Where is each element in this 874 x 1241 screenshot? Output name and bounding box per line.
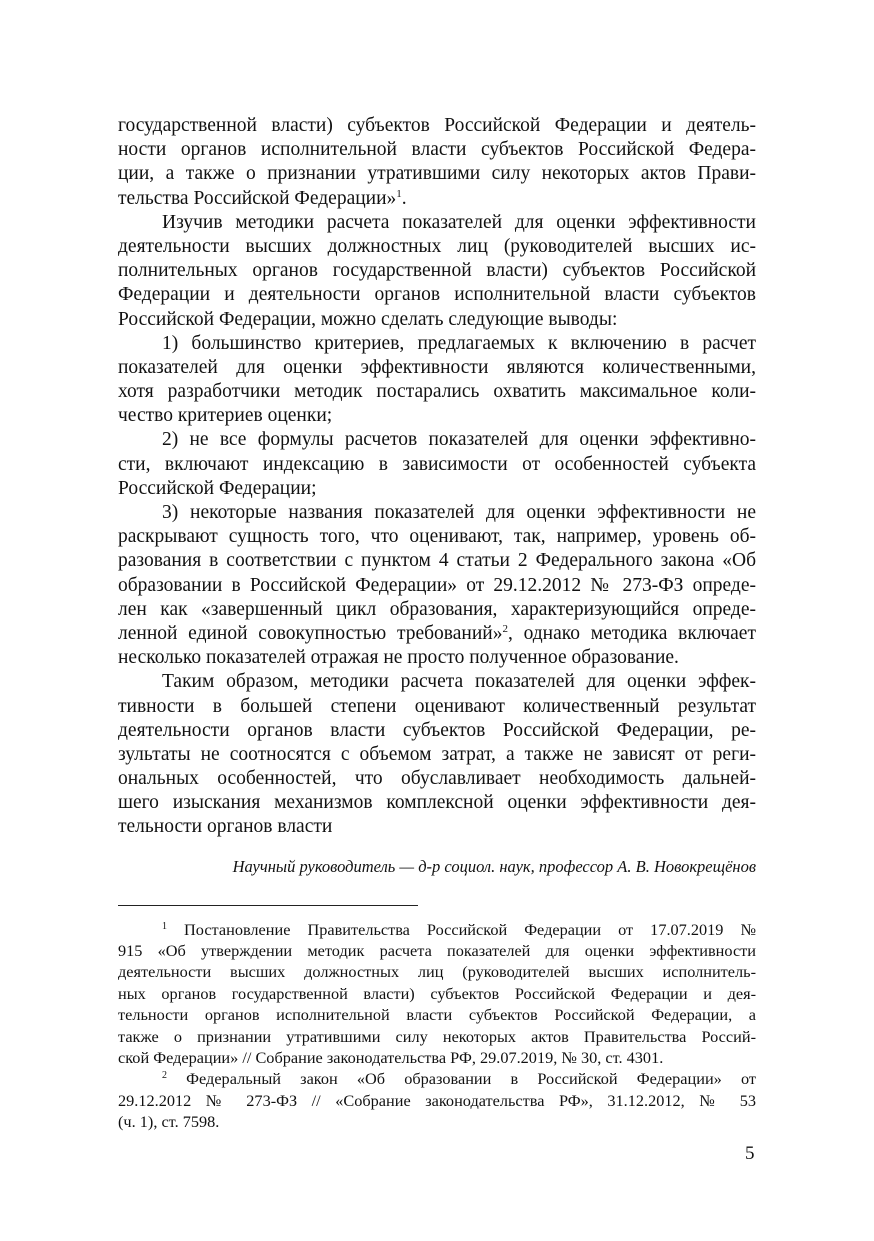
text-line: хотя разработчики методик постарались охватить максимальное коли- <box>118 381 756 403</box>
footnote-divider <box>118 905 418 906</box>
text-line: показателей для оценки эффективности являются количественными, <box>118 356 756 378</box>
footnote-line: ской Федерации» // Собрание законодательства РФ, 29.07.2019, № 30, ст. 4301. <box>118 1047 664 1067</box>
text-line: деятельности органов власти субъектов Российской Федерации, ре- <box>118 719 756 741</box>
text-line: Таким образом, методики расчета показателей для оценки эффек- <box>162 671 756 693</box>
text-line: Российской Федерации, можно сделать следующие выводы: <box>118 308 618 330</box>
text-line: Российской Федерации; <box>118 477 317 499</box>
footnote-reference-1[interactable]: 1 <box>396 187 402 200</box>
text-line: шего изыскания механизмов комплексной оценки эффективности дея- <box>118 792 756 814</box>
list-item-1: 1) большинство критериев, предлагаемых к включению в расчет <box>162 332 756 354</box>
text-line: ональных особенностей, что обуславливает необходимость дальней- <box>118 768 756 790</box>
footnote-2: $^2$ Федеральный закон «Об образовании в Российской Федерации» от <box>162 1069 756 1089</box>
footnote-line: 915 «Об утверждении методик расчета показателей для оценки эффективности <box>118 941 756 961</box>
footnote-line: тельности органов исполнительной власти субъектов Российской Федерации, а <box>118 1005 756 1025</box>
footnotes <box>118 919 756 1133</box>
page-number: 5 <box>745 1143 755 1164</box>
text-line: тельства Российской Федерации»$^1$. <box>118 187 407 209</box>
footnote-line: деятельности высших должностных лиц (руководителей высших исполнитель- <box>118 962 756 982</box>
text-line: тивности в большей степени оценивают количественный результат <box>118 695 756 717</box>
body-text <box>118 114 756 840</box>
footnote-mark: 1 <box>162 920 167 932</box>
document-page <box>118 114 756 1133</box>
text-line: зультаты не соотносятся с объемом затрат, а также не зависят от реги- <box>118 743 756 765</box>
list-item-2: 2) не все формулы расчетов показателей для оценки эффективно- <box>162 429 756 451</box>
text-line: полнительных органов государственной власти) субъектов Российской <box>118 260 756 282</box>
text-line: тельности органов власти <box>118 816 333 838</box>
text-line: Изучив методики расчета показателей для оценки эффективности <box>162 211 756 233</box>
footnote-line: 29.12.2012 № 273-ФЗ // «Собрание законодательства РФ», 31.12.2012, № 53 <box>118 1090 756 1110</box>
supervisor-note: Научный руководитель — д-р социол. наук, профессор А. В. Новокрещёнов <box>232 856 756 876</box>
text-line: ленной единой совокупностью требований»$^2$, однако методика включает <box>118 622 756 644</box>
footnote-mark: 2 <box>162 1070 167 1082</box>
text-line: образовании в Российской Федерации» от 29.12.2012 № 273-ФЗ опреде- <box>118 574 756 596</box>
footnote-1: $^1$ Постановление Правительства Российской Федерации от 17.07.2019 № <box>162 919 756 939</box>
text-line: деятельности высших должностных лиц (руководителей высших ис- <box>118 235 756 257</box>
text-line: разования в соответствии с пунктом 4 статьи 2 Федерального закона «Об <box>118 550 756 572</box>
footnote-line: (ч. 1), ст. 7598. <box>118 1112 220 1132</box>
footnote-reference-2[interactable]: 2 <box>502 622 508 635</box>
text-line: несколько показателей отражая не просто полученное образование. <box>118 647 679 669</box>
text-line: лен как «завершенный цикл образования, характеризующийся опреде- <box>118 598 756 620</box>
footnote-line: также о признании утратившими силу некоторых актов Правительства Россий- <box>118 1026 756 1046</box>
list-item-3: 3) некоторые названия показателей для оценки эффективности не <box>162 502 756 523</box>
text-line: Федерации и деятельности органов исполнительной власти субъектов <box>118 284 756 306</box>
text-line: ции, а также о признании утратившими силу некоторых актов Прави- <box>118 163 756 185</box>
footnote-line: ных органов государственной власти) субъектов Российской Федерации и дея- <box>118 983 756 1003</box>
text-line: чество критериев оценки; <box>118 405 333 427</box>
text-line: раскрывают сущность того, что оценивают, так, например, уровень об- <box>118 526 756 548</box>
text-line: государственной власти) субъектов Российской Федерации и деятель- <box>118 115 756 136</box>
text-line: ности органов исполнительной власти субъектов Российской Федера- <box>118 139 756 161</box>
text-line: сти, включают индексацию в зависимости от особенностей субъекта <box>118 453 756 475</box>
